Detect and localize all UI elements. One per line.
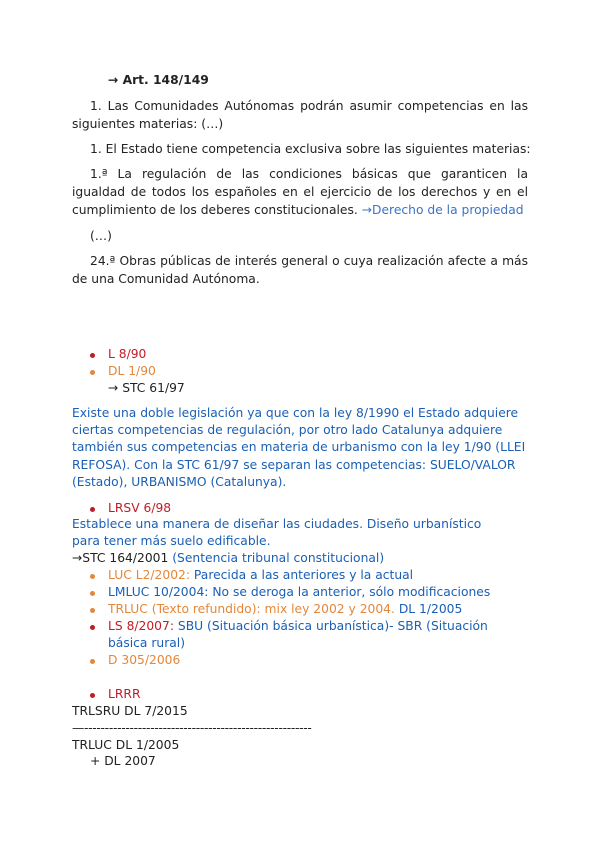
list-item-trluc: TRLUC (Texto refundido): mix ley 2002 y 2004. DL 1/2005 xyxy=(108,602,463,616)
list-item-lrrr: LRRR xyxy=(108,687,141,701)
article-paragraph-4: 24.ª Obras públicas de interés general o cuya realización afecte a más de una Comunidad Autónoma. xyxy=(72,254,528,286)
article-paragraph-1: 1. Las Comunidades Autónomas podrán asumir competencias en las siguientes materias: (…) xyxy=(72,99,528,131)
bullet-dot-icon xyxy=(90,574,95,579)
bullet-dot-icon xyxy=(90,625,95,630)
separator-line: —------------------------------------------------------- xyxy=(72,721,312,735)
bullet-dot-icon xyxy=(90,591,95,596)
article-ellipsis: (…) xyxy=(90,229,112,243)
article-paragraph-2: 1. El Estado tiene competencia exclusiva sobre las siguientes materias: xyxy=(90,142,531,156)
list-item-ls2007: LS 8/2007: SBU (Situación básica urbanística)- SBR (Situación xyxy=(108,619,488,633)
list-item-lrsv: LRSV 6/98 xyxy=(108,501,172,515)
trluc-dl-line: TRLUC DL 1/2005 xyxy=(72,738,180,752)
list-item-d305: D 305/2006 xyxy=(108,653,181,667)
list-item-dl190: DL 1/90 xyxy=(108,364,156,378)
bullet-dot-icon xyxy=(90,353,95,358)
trlsru-line: TRLSRU DL 7/2015 xyxy=(72,704,188,718)
article-paragraph-3: 1.ª La regulación de las condiciones básicas que garanticen la igualdad de todos los españoles en el ejercicio de los derechos y en el cumplimiento de los deberes constitucionales. →Derecho de la propiedad xyxy=(72,167,528,217)
bullet-dot-icon xyxy=(90,608,95,613)
list-item-stc6197: → STC 61/97 xyxy=(108,381,185,395)
bullet-dot-icon xyxy=(90,370,95,375)
list-item-lmluc: LMLUC 10/2004: No se deroga la anterior, sólo modificaciones xyxy=(108,585,491,599)
bullet-dot-icon xyxy=(90,659,95,664)
list-item-luc: LUC L2/2002: Parecida a las anteriores y la actual xyxy=(108,568,414,582)
list-item-ls2007-cont: básica rural) xyxy=(108,636,186,650)
list-item-l890: L 8/90 xyxy=(108,347,147,361)
legislation-explanation: Existe una doble legislación ya que con la ley 8/1990 el Estado adquiere ciertas competencias de regulación, por otro lado Catalunya adquiere también sus competencias en materia de urbanismo con la ley 1/90 (LLEI REFOSA). Con la STC 61/97 se separan las competencias: SUELO/VALOR (Estado), URBANISMO (Catalunya). xyxy=(72,406,526,489)
lrsv-description: Establece una manera de diseñar las ciudades. Diseño urbanístico para tener más suelo edificable. xyxy=(72,517,482,548)
article-heading: → Art. 148/149 xyxy=(108,73,209,87)
bullet-dot-icon xyxy=(90,693,95,698)
bullet-dot-icon xyxy=(90,507,95,512)
derecho-propiedad-link[interactable]: →Derecho de la propiedad xyxy=(361,203,524,217)
stc-164-line: →STC 164/2001 (Sentencia tribunal constitucional) xyxy=(72,551,385,565)
plus-dl2007-line: + DL 2007 xyxy=(90,754,156,768)
